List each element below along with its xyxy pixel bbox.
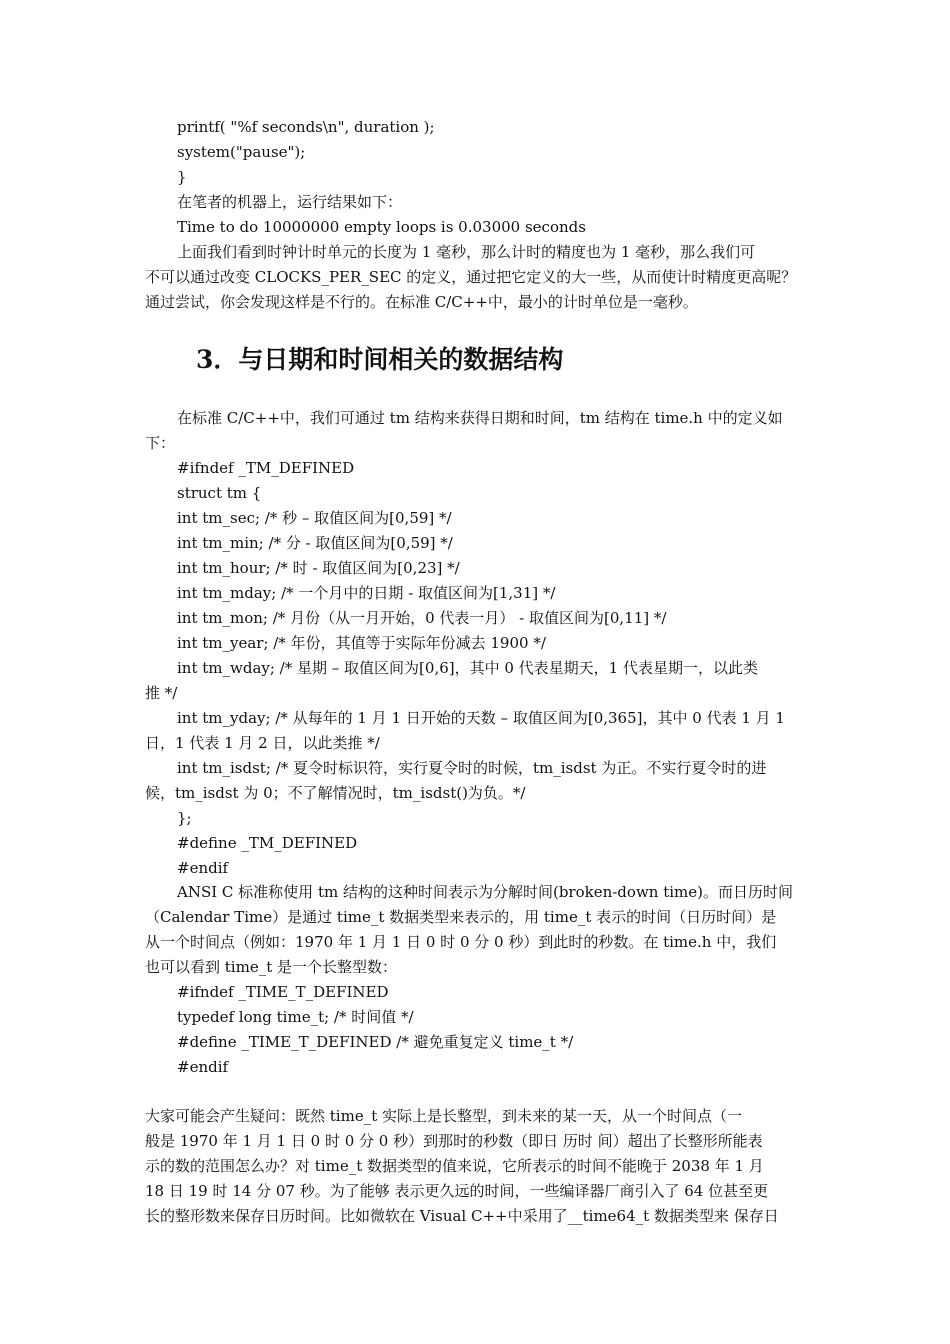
code-line: int tm_mon; /* 月份（从一月开始，0 代表一月） - 取值区间为[0,11] */ [177,609,667,627]
paragraph-line: 不可以通过改变 CLOCKS_PER_SEC 的定义，通过把它定义的大一些，从而使计时精度更高呢？ [145,268,797,286]
paragraph-line: 18 日 19 时 14 分 07 秒。为了能够 表示更久远的时间，一些编译器厂商引入了 64 位甚至更 [145,1182,769,1200]
paragraph-line: 也可以看到 time_t 是一个长整型数： [145,958,397,976]
paragraph-line: 长的整形数来保存日历时间。比如微软在 Visual C++中采用了__time64_t 数据类型来 保存日 [145,1207,779,1225]
code-line: printf( "%f seconds\n", duration ); [177,118,435,136]
code-line: }; [177,809,192,827]
code-line: int tm_mday; /* 一个月中的日期 - 取值区间为[1,31] */ [177,584,556,602]
result-output: Time to do 10000000 empty loops is 0.03000 seconds [177,218,586,236]
paragraph-line: （Calendar Time）是通过 time_t 数据类型来表示的，用 time_t 表示的时间（日历时间）是 [145,908,777,926]
paragraph-line: 通过尝试，你会发现这样是不行的。在标准 C/C++中，最小的计时单位是一毫秒。 [145,293,698,311]
paragraph-line: 下： [145,434,176,452]
result-intro: 在笔者的机器上，运行结果如下： [177,193,403,211]
paragraph-line: 示的数的范围怎么办？对 time_t 数据类型的值来说，它所表示的时间不能晚于 2038 年 1 月 [145,1157,764,1175]
section-heading: 3．与日期和时间相关的数据结构 [196,345,564,374]
code-line: int tm_wday; /* 星期 – 取值区间为[0,6]，其中 0 代表星期天，1 代表星期一，以此类 [177,659,758,677]
code-line: 日，1 代表 1 月 2 日，以此类推 */ [145,734,380,752]
code-line: struct tm { [177,484,262,502]
code-line: #endif [177,859,229,877]
code-line: #define _TM_DEFINED [177,834,358,852]
code-line: 推 */ [145,684,178,702]
code-line: } [177,168,187,186]
code-line: 候，tm_isdst 为 0；不了解情况时，tm_isdst()为负。*/ [145,784,526,802]
paragraph-line: 大家可能会产生疑问：既然 time_t 实际上是长整型，到未来的某一天，从一个时间点（一 [145,1107,742,1125]
code-line: #define _TIME_T_DEFINED /* 避免重复定义 time_t */ [177,1033,574,1051]
code-line: system("pause"); [177,143,306,161]
code-line: int tm_hour; /* 时 - 取值区间为[0,23] */ [177,559,460,577]
code-line: #ifndef _TIME_T_DEFINED [177,983,389,1001]
code-line: int tm_isdst; /* 夏令时标识符，实行夏令时的时候，tm_isdst 为正。不实行夏令时的进 [177,759,767,777]
code-line: int tm_yday; /* 从每年的 1 月 1 日开始的天数 – 取值区间为[0,365]，其中 0 代表 1 月 1 [177,709,785,727]
paragraph-line: 在标准 C/C++中，我们可通过 tm 结构来获得日期和时间，tm 结构在 time.h 中的定义如 [177,409,783,427]
paragraph-line: 从一个时间点（例如：1970 年 1 月 1 日 0 时 0 分 0 秒）到此时的秒数。在 time.h 中，我们 [145,933,777,951]
paragraph-line: 般是 1970 年 1 月 1 日 0 时 0 分 0 秒）到那时的秒数（即日 历时 间）超出了长整形所能表 [145,1132,763,1150]
paragraph-line: 上面我们看到时钟计时单元的长度为 1 毫秒，那么计时的精度也为 1 毫秒，那么我们可 [177,243,756,261]
code-line: int tm_year; /* 年份，其值等于实际年份减去 1900 */ [177,634,546,652]
code-line: #endif [177,1058,229,1076]
code-line: typedef long time_t; /* 时间值 */ [177,1008,414,1026]
code-line: int tm_sec; /* 秒 – 取值区间为[0,59] */ [177,509,452,527]
code-line: #ifndef _TM_DEFINED [177,459,355,477]
code-line: int tm_min; /* 分 - 取值区间为[0,59] */ [177,534,453,552]
paragraph-line: ANSI C 标准称使用 tm 结构的这种时间表示为分解时间(broken-down time)。而日历时间 [177,883,793,901]
